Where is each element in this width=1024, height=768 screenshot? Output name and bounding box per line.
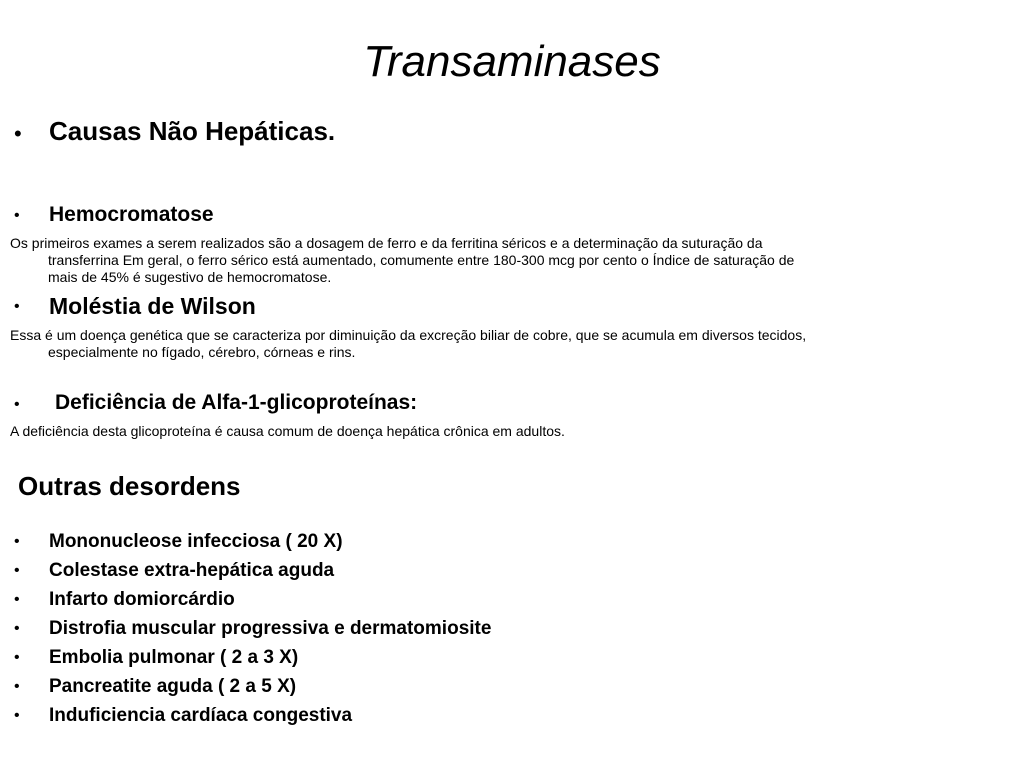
list-item-text: Mononucleose infecciosa ( 20 X)	[49, 531, 343, 552]
bullet-icon: •	[14, 533, 20, 550]
section-heading-causas: Causas Não Hepáticas.	[49, 116, 336, 146]
bullet-icon: •	[14, 678, 20, 695]
bullet-icon: •	[14, 649, 20, 666]
text-line: transferrina Em geral, o ferro sérico está aumentado, comumente entre 180-300 mcg por cento o Índice de saturação de	[48, 252, 795, 268]
list-item-text: Pancreatite aguda ( 2 a 5 X)	[49, 676, 297, 697]
bullet-icon: •	[14, 707, 20, 724]
list-outras	[14, 529, 1004, 732]
text-line: especialmente no fígado, cérebro, córneas e rins.	[48, 344, 356, 360]
list-item-text: Embolia pulmonar ( 2 a 3 X)	[49, 647, 299, 668]
paragraph-wilson	[10, 327, 1010, 361]
bullet-icon: •	[14, 562, 20, 579]
slide-title: Transaminases	[363, 37, 661, 86]
list-item-text: Distrofia muscular progressiva e dermatomiosite	[49, 618, 492, 639]
section-heading-outras: Outras desordens	[18, 471, 241, 501]
list-item	[14, 616, 1004, 645]
heading-alfa: Deficiência de Alfa-1-glicoproteínas:	[55, 391, 418, 414]
list-item	[14, 587, 1004, 616]
bullet-icon: •	[14, 121, 22, 146]
list-item-text: Infarto domiorcárdio	[49, 589, 235, 610]
list-item	[14, 645, 1004, 674]
text-line: A deficiência desta glicoproteína é causa comum de doença hepática crônica em adultos.	[10, 423, 565, 439]
list-item-text: Colestase extra-hepática aguda	[49, 560, 335, 581]
bullet-icon: •	[14, 298, 20, 315]
bullet-icon: •	[14, 396, 20, 413]
heading-hemocromatose: Hemocromatose	[49, 203, 214, 226]
bullet-icon: •	[14, 591, 20, 608]
paragraph-hemocromatose	[10, 235, 1010, 286]
list-item	[14, 529, 1004, 558]
paragraph-alfa	[10, 423, 1010, 440]
heading-wilson: Moléstia de Wilson	[49, 293, 256, 319]
list-item	[14, 674, 1004, 703]
text-line: Os primeiros exames a serem realizados são a dosagem de ferro e da ferritina séricos e a determinação da suturação da	[10, 235, 763, 251]
list-item	[14, 703, 1004, 732]
list-item-text: Induficiencia cardíaca congestiva	[49, 705, 353, 726]
list-item	[14, 558, 1004, 587]
text-line: Essa é um doença genética que se caracteriza por diminuição da excreção biliar de cobre, que se acumula em diversos tecidos,	[10, 327, 807, 343]
text-line: mais de 45% é sugestivo de hemocromatose.	[48, 269, 332, 285]
bullet-icon: •	[14, 207, 20, 224]
bullet-icon: •	[14, 620, 20, 637]
